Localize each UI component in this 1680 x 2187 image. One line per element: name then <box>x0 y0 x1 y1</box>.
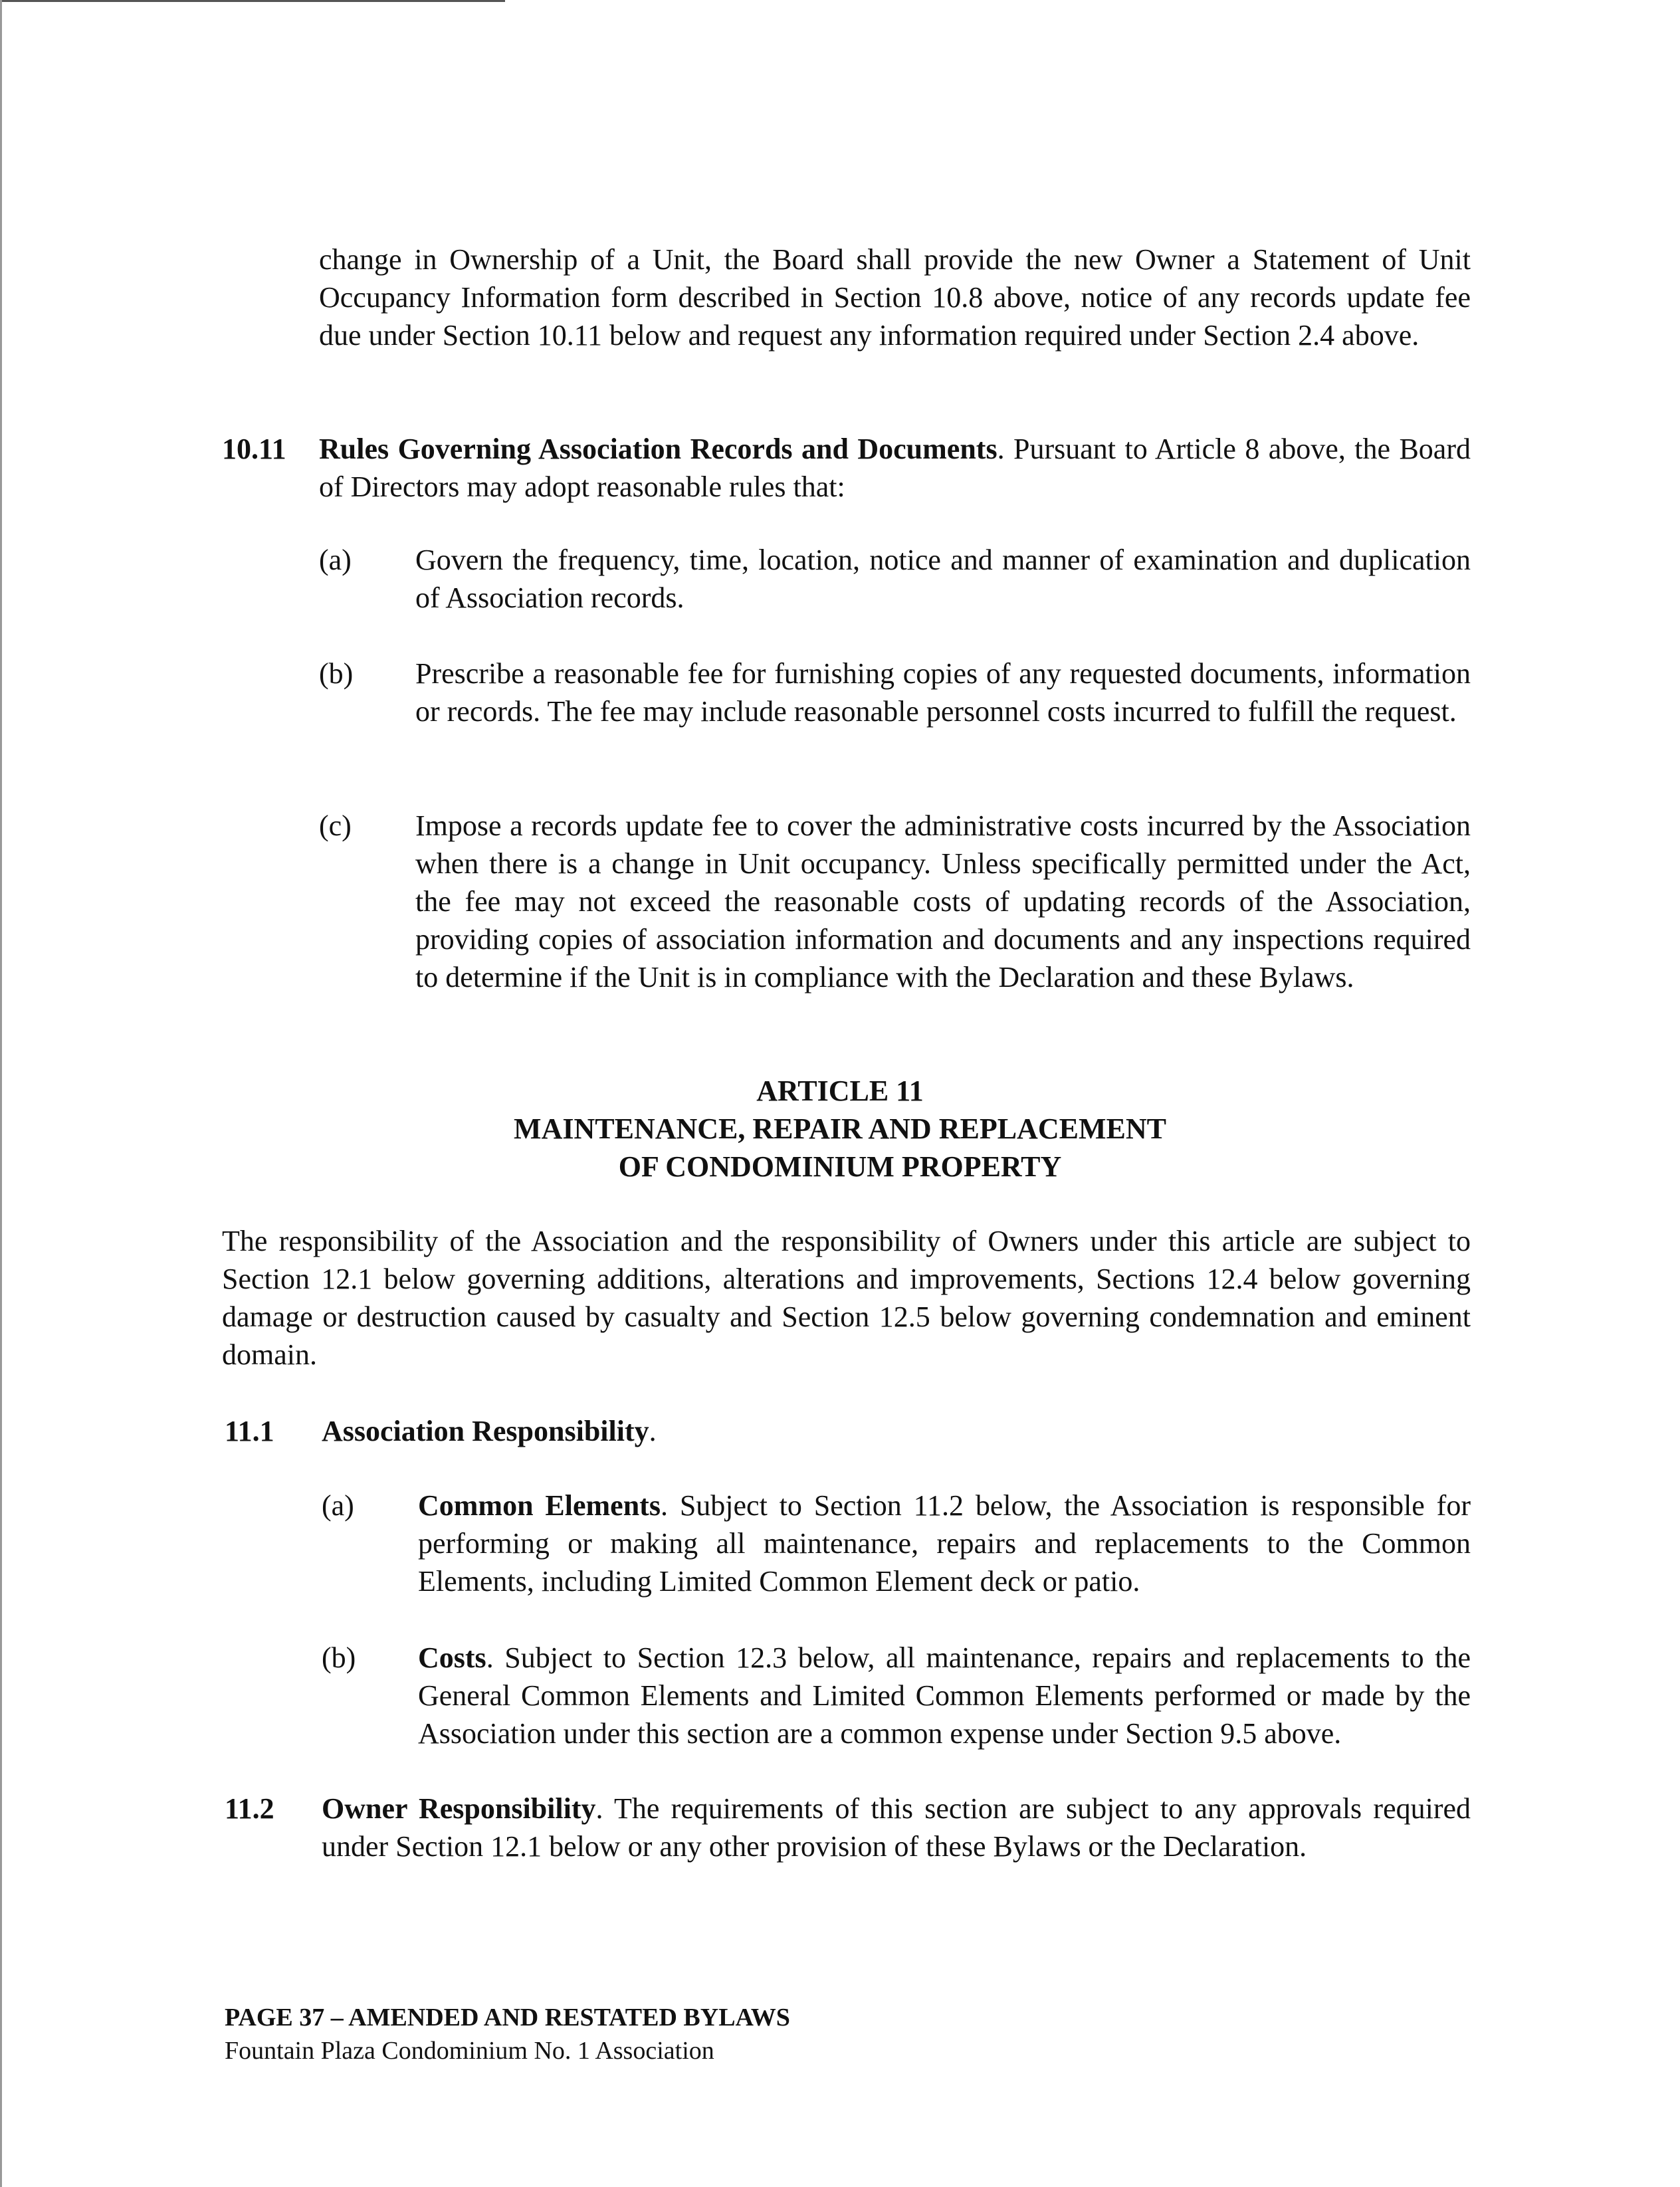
section-heading: Rules Governing Association Records and Documents <box>319 433 998 465</box>
section-text: . The requirements of this section are subject to any approvals required under Section 12.1 below or any other provision of these Bylaws or the Declaration. <box>322 1792 1471 1863</box>
item-text <box>418 1487 1471 1600</box>
item-heading: Common Elements <box>418 1489 661 1522</box>
article-subtitle: OF CONDOMINIUM PROPERTY <box>618 1150 1062 1183</box>
section-number: 11.2 <box>225 1792 274 1825</box>
item-label: (a) <box>322 1489 354 1522</box>
item-label: (b) <box>319 657 354 690</box>
item-text: Prescribe a reasonable fee for furnishing copies of any requested documents, information or records. The fee may include reasonable personnel costs incurred to fulfill the request. <box>415 657 1471 728</box>
section-heading: Owner Responsibility <box>322 1792 596 1825</box>
footer-association-name: Fountain Plaza Condominium No. 1 Association <box>225 2037 714 2065</box>
item-text <box>418 1639 1471 1752</box>
item-body: . Subject to Section 11.2 below, the Association is responsible for performing or making all maintenance, repairs and replacements to the Common Elements, including Limited Common Element deck or patio. <box>418 1489 1471 1598</box>
section-number: 10.11 <box>222 433 286 465</box>
article-subtitle: MAINTENANCE, REPAIR AND REPLACEMENT <box>514 1112 1166 1145</box>
article-title: ARTICLE 11 <box>756 1075 924 1107</box>
article-intro-paragraph: The responsibility of the Association and the responsibility of Owners under this article are subject to Section 12.1 below governing additions, alterations and improvements, Sections 12.4 below governing damage or destruction caused by casualty and Section 12.5 below governing condemnation and eminent domain. <box>222 1225 1471 1371</box>
section-paragraph <box>322 1412 657 1450</box>
item-text: Govern the frequency, time, location, notice and manner of examination and duplication of Association records. <box>415 544 1471 614</box>
item-heading: Costs <box>418 1641 486 1674</box>
page-footer <box>225 2001 790 2067</box>
footer-page-label: PAGE 37 – AMENDED AND RESTATED BYLAWS <box>225 2004 790 2031</box>
section-number: 11.1 <box>225 1415 274 1447</box>
item-label: (a) <box>319 544 352 576</box>
section-text: . <box>649 1415 657 1447</box>
section-paragraph <box>319 430 1471 506</box>
section-text: . Pursuant to Article 8 above, the Board of Directors may adopt reasonable rules that: <box>319 433 1471 503</box>
section-paragraph <box>322 1790 1471 1865</box>
item-text: Impose a records update fee to cover the administrative costs incurred by the Association when there is a change in Unit occupancy. Unless specifically permitted under the Act, the fee may not exceed the reasonable costs of updating records of the Association, providing copies of association information and documents and any inspections required to determine if the Unit is in compliance with the Declaration and these Bylaws. <box>415 809 1471 993</box>
item-label: (c) <box>319 809 352 842</box>
scan-top-edge-line <box>0 0 505 2</box>
item-body: . Subject to Section 12.3 below, all maintenance, repairs and replacements to the General Common Elements and Limited Common Elements performed or made by the Association under this section are a common expense under Section 9.5 above. <box>418 1641 1471 1750</box>
section-heading: Association Responsibility <box>322 1415 649 1447</box>
item-label: (b) <box>322 1641 356 1674</box>
intro-paragraph: change in Ownership of a Unit, the Board shall provide the new Owner a Statement of Unit Occupancy Information form described in Section 10.8 above, notice of any records update fee due under Section 10.11 below and request any information required under Section 2.4 above. <box>319 243 1471 352</box>
